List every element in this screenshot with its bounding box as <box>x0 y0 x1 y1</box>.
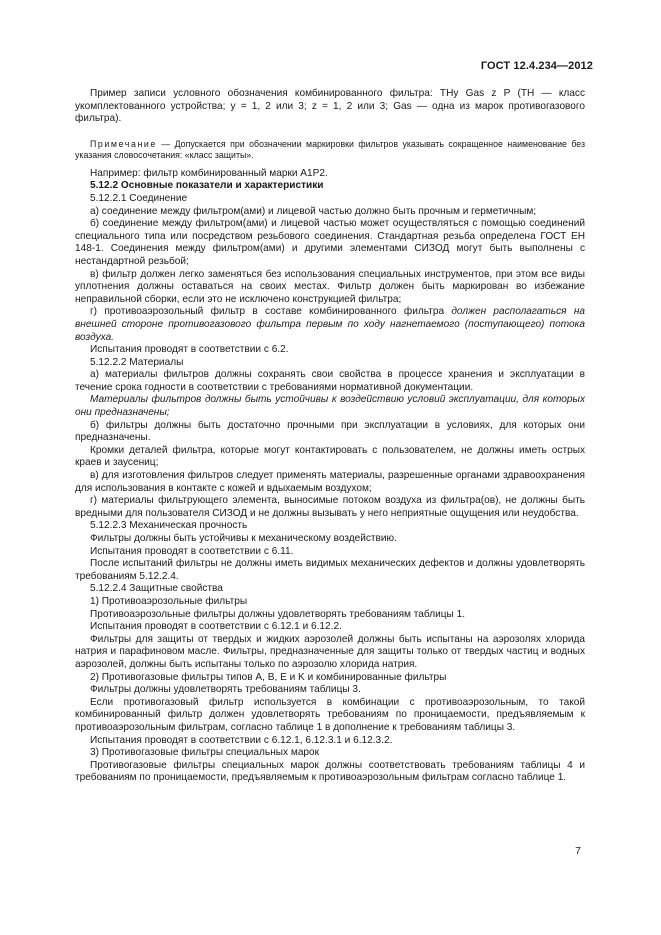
special-gas-filters-requirement: Противогазовые фильтры специальных марок должны соответствовать требованиям таблицы 4 и требованиям по проницаемости, предъявляемым к противоаэрозольным фильтрам согласно таблице 1. <box>75 759 585 784</box>
subsection-heading-51221: 5.12.2.1 Соединение <box>90 192 188 204</box>
item-b-connection: б) соединение между фильтром(ами) и лицевой частью может осуществляться с помощью соединений специального типа или посредством резьбового соединения. Стандартная резьба определена ГОСТ ЕН 148-1. Соединения между фильтром(ами) и другими элементами СИЗОД могут быть выполнены с нестандартной резьбой; <box>75 218 585 267</box>
edges-paragraph: Кромки деталей фильтра, которые могут контактировать с пользователем, не должны иметь острых краев и заусениц; <box>75 444 585 469</box>
subsection-heading-51224: 5.12.2.4 Защитные свойства <box>90 583 223 595</box>
mechanical-paragraph-2: После испытаний фильтры не должны иметь видимых механических дефектов и должны удовлетворять требованиям 5.12.2.4. <box>75 558 585 582</box>
example-marking: Например: фильтр комбинированный марки A1P2. <box>90 167 328 179</box>
item-g-aerosol-filter <box>75 306 585 344</box>
test-reference-6121: Испытания проводят в соответствии с 6.12.1 и 6.12.2. <box>90 621 342 633</box>
gas-filters-heading: 2) Противогазовые фильтры типов A, B, E и K и комбинированные фильтры <box>90 671 447 683</box>
subsection-heading-51222: 5.12.2.2 Материалы <box>90 356 184 368</box>
item-v-materials: в) для изготовления фильтров следует применять материалы, разрешенные органами здравоохранения для использования в контакте с кожей и вдыхаемым воздухом; <box>75 470 585 494</box>
test-reference-61231: Испытания проводят в соответствии с 6.12.1, 6.12.3.1 и 6.12.3.2. <box>90 734 393 746</box>
document-body <box>75 88 585 785</box>
aerosol-filters-heading: 1) Противоаэрозольные фильтры <box>90 595 248 607</box>
materials-italic-note: Материалы фильтров должны быть устойчивы к воздействию условий эксплуатации, для которых они предназначены; <box>75 394 585 419</box>
standard-header: ГОСТ 12.4.234—2012 <box>480 60 593 72</box>
test-reference-62: Испытания проводят в соответствии с 6.2. <box>90 344 289 356</box>
note-paragraph <box>75 139 585 162</box>
item-b-strength: б) фильтры должны быть достаточно прочными при эксплуатации в условиях, для которых они предназначены. <box>75 419 585 444</box>
page-number: 7 <box>575 845 581 857</box>
item-g-materials: г) материалы фильтрующего элемента, выносимые потоком воздуха из фильтра(ов), не должны быть вредными для пользователя СИЗОД и не должны вызывать у него неприятные ощущения или неудобства. <box>75 495 585 519</box>
special-gas-filters-heading: 3) Противогазовые фильтры специальных марок <box>90 747 320 759</box>
test-reference-611: Испытания проводят в соответствии с 6.11. <box>90 545 294 557</box>
aerosol-filters-testing: Фильтры для защиты от твердых и жидких аэрозолей должны быть испытаны на аэрозолях хлорида натрия и парафиновом масле. Фильтры, предназначенные для защиты только от твердых частиц и водных аэрозолей, должны быть испытаны только по аэрозолю хлорида натрия. <box>75 633 585 670</box>
aerosol-filters-requirement: Противоаэрозольные фильтры должны удовлетворять требованиям таблицы 1. <box>90 608 466 620</box>
section-heading-5122: 5.12.2 Основные показатели и характеристики <box>90 180 324 192</box>
item-g-italic: должен располагаться на внешней стороне противогазового фильтра первым по ходу нагнетаемого (поступающего) потока воздуха. <box>75 306 585 343</box>
combined-filter-paragraph: Если противогазовый фильтр используется в комбинации с противоаэрозольным, то такой комбинированный фильтр должен удовлетворять требованиям по проницаемости, предъявляемым к противоаэрозольным фильтрам, согласно таблице 1 в дополнение к требованиям таблицы 3. <box>75 696 585 733</box>
note-text: — Допускается при обозначении маркировки фильтров указывать сокращенное наименование без указания словосочетания: «класс защиты». <box>75 138 585 161</box>
mechanical-paragraph-1: Фильтры должны быть устойчивы к механическому воздействию. <box>90 533 397 544</box>
note-label: Примечание <box>90 138 157 149</box>
item-v-replacement: в) фильтр должен легко заменяться без использования специальных инструментов, при этом все виды уплотнения должны оставаться на своих местах. Фильтр должен быть маркирован во избежание неправильной сборки, если это не исключено конструкцией фильтра; <box>75 268 585 305</box>
example-paragraph: Пример записи условного обозначения комбинированного фильтра: ТНу Gas z P (ТН — класс укомплектованного устройства; y = 1, 2 или 3; z = 1, 2 или 3; Gas — одна из марок противогазового фильтра). <box>75 88 585 125</box>
subsection-heading-51223: 5.12.2.3 Механическая прочность <box>90 520 248 532</box>
item-a-materials: а) материалы фильтров должны сохранять свои свойства в процессе хранения и эксплуатации в течение срока годности в соответствии с требованиями нормативной документации. <box>75 369 585 393</box>
gas-filters-requirement: Фильтры должны удовлетворять требованиям таблицы 3. <box>90 684 361 696</box>
item-a-connection: а) соединение между фильтром(ами) и лицевой частью должно быть прочным и герметичным; <box>90 205 537 217</box>
item-g-text: г) противоаэрозольный фильтр в составе комбинированного фильтра <box>90 306 452 318</box>
